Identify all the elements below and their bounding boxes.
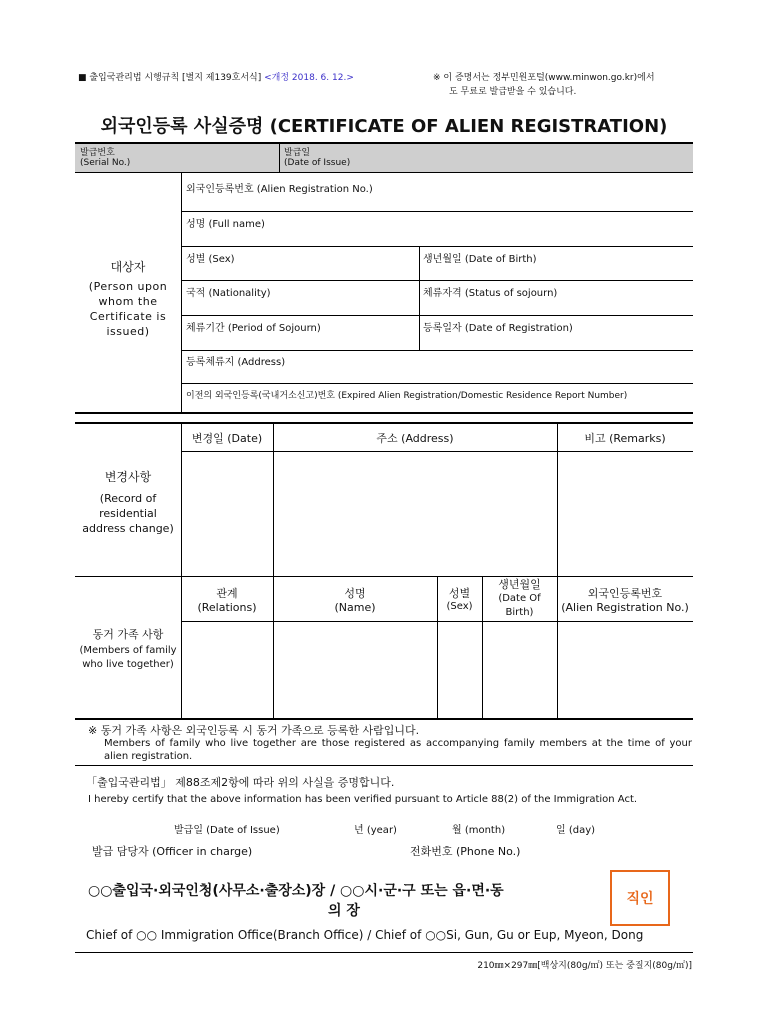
status-of-sojourn-field[interactable]: 체류자격 (Status of sojourn) <box>423 288 558 299</box>
col-dob: 생년월일 (Date Of Birth) <box>498 578 541 618</box>
address-field[interactable]: 등록체류지 (Address) <box>186 357 286 368</box>
certify-en: I hereby certify that the above information has been verified pursuant to Article 88(2) of the Immigration Act. <box>88 794 638 805</box>
revision-date: <개정 2018. 6. 12.> <box>264 73 354 83</box>
page-title: 외국인등록 사실증명 (CERTIFICATE OF ALIEN REGISTRATION) <box>100 116 668 137</box>
family-label: 동거 가족 사항 (Members of family who live together) <box>79 628 177 670</box>
subject-label: 대상자 (Person upon whom the Certificate is issued) <box>88 260 168 338</box>
col-remarks: 비고 (Remarks) <box>584 432 666 445</box>
alien-registration-no-field[interactable]: 외국인등록번호 (Alien Registration No.) <box>186 184 373 195</box>
serial-row <box>75 142 693 172</box>
official-seal: 직인 <box>610 870 670 926</box>
form-reference: ■ 출입국관리법 시행규칙 [별지 제139호서식] <개정 2018. 6. 12.> <box>78 73 354 83</box>
nationality-field[interactable]: 국적 (Nationality) <box>186 288 271 299</box>
officer-in-charge[interactable]: 발급 담당자 (Officer in charge) <box>92 845 253 858</box>
year-field[interactable]: 년 (year) <box>354 825 397 836</box>
issuer-ko-line2: 의 장 <box>328 903 360 919</box>
serial-label: 발급번호 (Serial No.) <box>80 148 131 168</box>
period-of-sojourn-field[interactable]: 체류기간 (Period of Sojourn) <box>186 323 321 334</box>
issue-date-label: 발급일 (Date of Issue) <box>284 148 351 168</box>
portal-note-line2: 도 무료로 발급받을 수 있습니다. <box>449 87 577 97</box>
day-field[interactable]: 일 (day) <box>556 825 596 836</box>
col-registration-no: 외국인등록번호 (Alien Registration No.) <box>561 587 689 614</box>
col-name: 성명 (Name) <box>334 587 376 614</box>
col-sex: 성별 (Sex) <box>446 587 473 612</box>
address-change-label: 변경사항 (Record of residential address change) <box>82 470 174 535</box>
phone-no[interactable]: 전화번호 (Phone No.) <box>410 845 521 858</box>
sex-field[interactable]: 성별 (Sex) <box>186 254 235 265</box>
issuer-ko-line1: ○○출입국·외국인청(사무소·출장소)장 / ○○시·군·구 또는 읍·면·동 <box>88 883 504 899</box>
month-field[interactable]: 월 (month) <box>452 825 506 836</box>
issuer-en: Chief of ○○ Immigration Office(Branch Office) / Chief of ○○Si, Gun, Gu or Eup, Myeon, Dong <box>86 928 644 942</box>
date-of-birth-field[interactable]: 생년월일 (Date of Birth) <box>423 254 537 265</box>
date-of-registration-field[interactable]: 등록일자 (Date of Registration) <box>423 323 573 334</box>
col-relations: 관계 (Relations) <box>197 587 257 614</box>
portal-note-line1: ※ 이 증명서는 정부민원포털(www.minwon.go.kr)에서 <box>433 73 655 83</box>
family-note-ko: ※ 동거 가족 사항은 외국인등록 시 동거 가족으로 등록한 사람입니다. <box>88 724 420 737</box>
expired-registration-no-field[interactable]: 이전의 외국인등록(국내거소신고)번호 (Expired Alien Registration/Domestic Residence Report Number) <box>186 391 628 401</box>
full-name-field[interactable]: 성명 (Full name) <box>186 219 265 230</box>
col-address: 주소 (Address) <box>376 432 454 445</box>
paper-spec: 210㎜×297㎜[백상지(80g/㎡) 또는 중질지(80g/㎡)] <box>477 961 692 971</box>
certify-ko: 「출입국관리법」 제88조제2항에 따라 위의 사실을 증명합니다. <box>86 776 395 789</box>
family-note-en: Members of family who live together are those registered as accompanying family members at the time of your alien registration. <box>104 738 692 762</box>
col-change-date: 변경일 (Date) <box>191 432 263 445</box>
issue-date-line-label: 발급일 (Date of Issue) <box>174 825 280 836</box>
